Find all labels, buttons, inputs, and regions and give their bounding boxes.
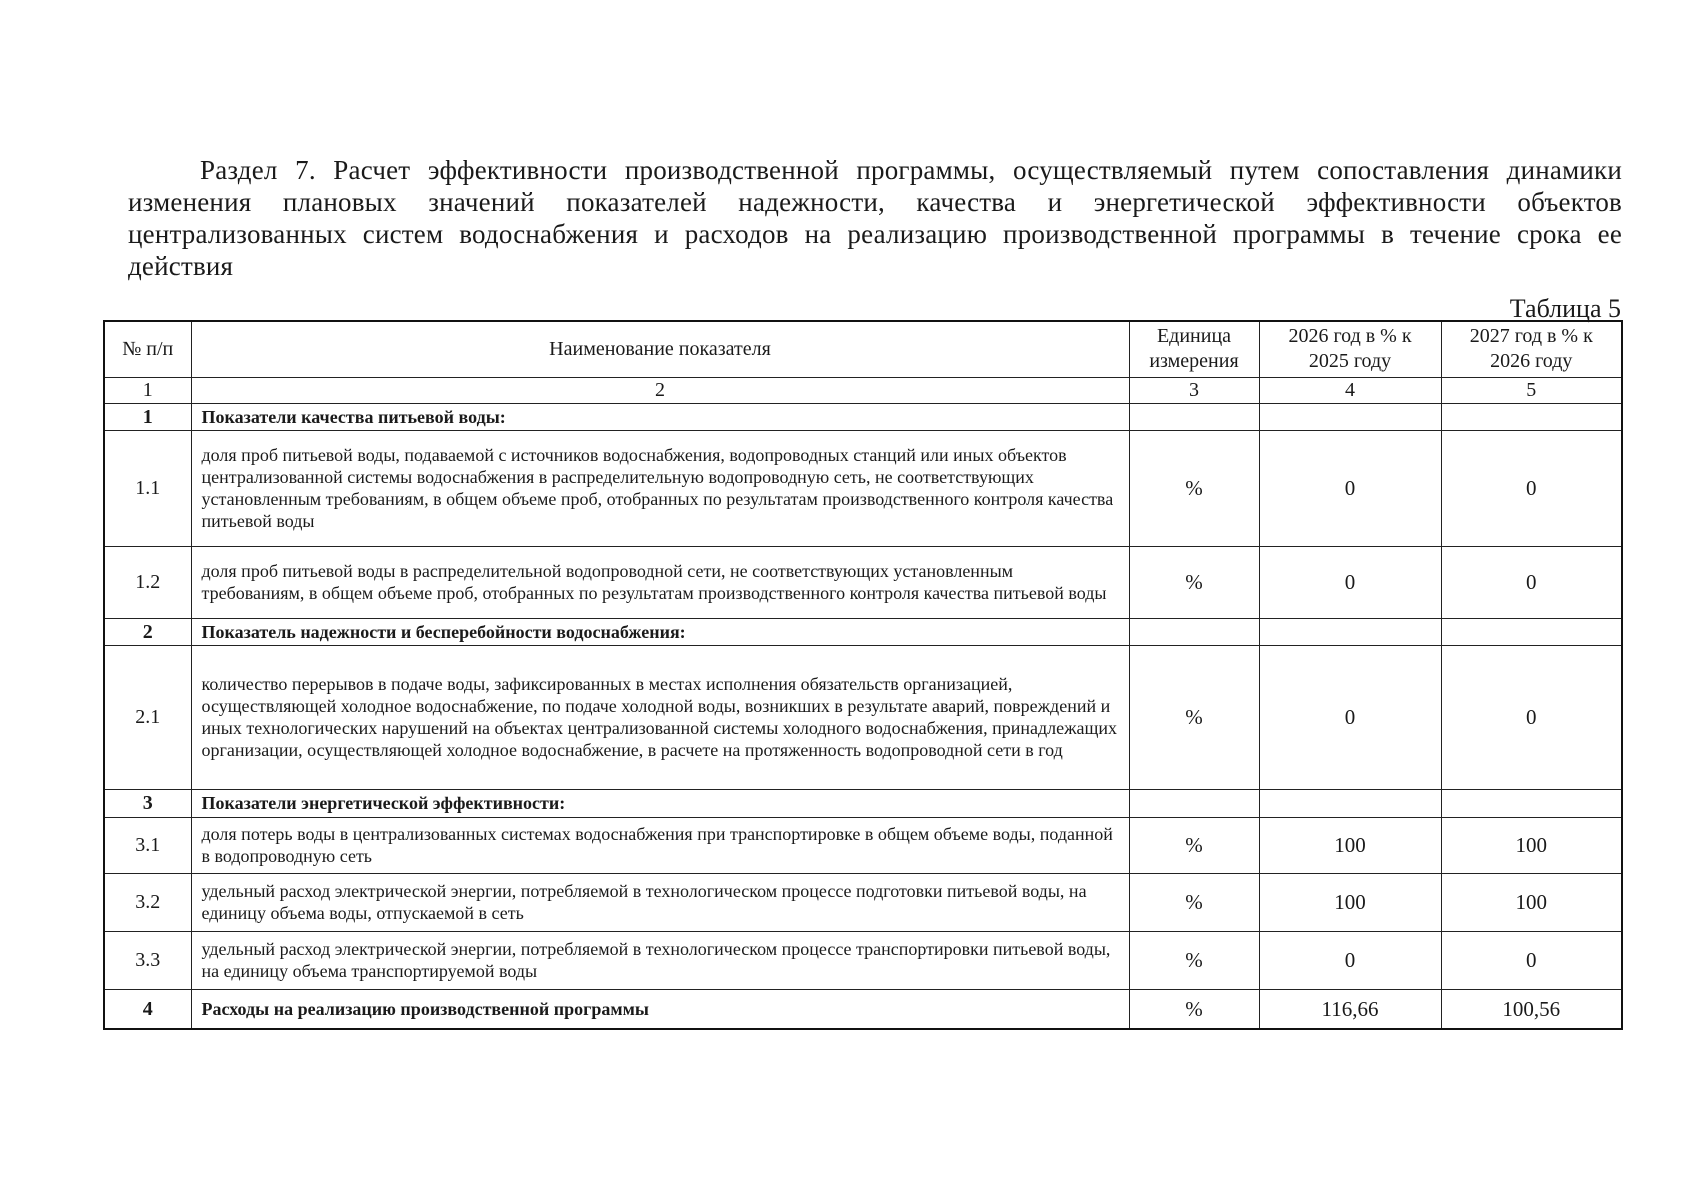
header-2027-line2: 2026 году [1490,350,1573,373]
row-value-2027: 0 [1441,645,1622,789]
row-num: 3.3 [104,931,191,989]
row-value-2027 [1441,618,1622,645]
header-unit-line2: измерения [1149,350,1239,373]
table-row [104,873,1622,931]
row-unit: % [1129,645,1259,789]
row-value-2027: 0 [1441,931,1622,989]
row-name: удельный расход электрической энергии, потребляемой в технологическом процессе транспортировки питьевой воды, на единицу объема транспортируемой воды [191,931,1129,989]
row-name: удельный расход электрической энергии, потребляемой в технологическом процессе подготовки питьевой воды, на единицу объема воды, отпускаемой в сеть [191,873,1129,931]
row-value-2027: 100,56 [1441,989,1622,1029]
table-row [104,817,1622,873]
header-unit [1129,321,1259,377]
row-name: доля потерь воды в централизованных системах водоснабжения при транспортировке в общем объеме воды, поданной в водопроводную сеть [191,817,1129,873]
table-caption: Таблица 5 [1509,294,1621,323]
header-unit-line1: Единица [1156,325,1232,348]
row-value-2027: 100 [1441,873,1622,931]
efficiency-table [103,320,1623,1030]
table-row [104,645,1622,789]
row-unit: % [1129,873,1259,931]
section-heading: Раздел 7. Расчет эффективности производственной программы, осуществляемый путем сопоставления динамики изменения плановых значений показателей надежности, качества и энергетической эффективности объектов централизованных систем водоснабжения и расходов на реализацию производственной программы в течение срока ее действия [128,155,1622,281]
row-value-2026: 116,66 [1259,989,1441,1029]
row-unit: % [1129,546,1259,618]
header-2026-line1: 2026 год в % к [1288,325,1412,348]
column-number: 5 [1441,377,1622,403]
row-unit: % [1129,430,1259,546]
row-unit: % [1129,817,1259,873]
row-unit [1129,789,1259,817]
row-num: 4 [104,989,191,1029]
row-num: 1.2 [104,546,191,618]
row-unit [1129,618,1259,645]
header-2026-line2: 2025 году [1308,350,1392,373]
row-unit: % [1129,989,1259,1029]
column-number: 2 [191,377,1129,403]
row-unit: % [1129,931,1259,989]
row-value-2026: 0 [1259,430,1441,546]
row-name: Показатели энергетической эффективности: [191,789,1129,817]
row-value-2027: 0 [1441,430,1622,546]
column-number: 4 [1259,377,1441,403]
row-num: 3.2 [104,873,191,931]
row-name: количество перерывов в подаче воды, зафиксированных в местах исполнения обязательств организацией, осуществляющей холодное водоснабжение, по подаче холодной воды, возникших в результате аварий, повреждений и иных технологических нарушений на объектах централизованной системы холодного водоснабжения, принадлежащих организации, осуществляющей холодное водоснабжение, в расчете на протяженность водопроводной сети в год [191,645,1129,789]
row-num: 3 [104,789,191,817]
row-num: 2 [104,618,191,645]
row-name: Расходы на реализацию производственной программы [191,989,1129,1029]
row-num: 1 [104,403,191,430]
table-header-row [104,321,1622,377]
row-unit [1129,403,1259,430]
column-number: 1 [104,377,191,403]
row-value-2026 [1259,618,1441,645]
table-row [104,931,1622,989]
column-number: 3 [1129,377,1259,403]
header-2027 [1441,321,1622,377]
row-value-2026: 100 [1259,873,1441,931]
header-name: Наименование показателя [191,321,1129,377]
row-value-2026 [1259,403,1441,430]
row-name: Показатели качества питьевой воды: [191,403,1129,430]
header-2026 [1259,321,1441,377]
row-name: доля проб питьевой воды, подаваемой с источников водоснабжения, водопроводных станций или иных объектов централизованной системы водоснабжения в распределительную водопроводную сеть, не соответствующих установленным требованиям, в общем объеме проб, отобранных по результатам производственного контроля качества питьевой воды [191,430,1129,546]
row-value-2027 [1441,789,1622,817]
row-value-2027: 100 [1441,817,1622,873]
row-value-2027 [1441,403,1622,430]
row-value-2027: 0 [1441,546,1622,618]
table-row [104,789,1622,817]
row-name: доля проб питьевой воды в распределительной водопроводной сети, не соответствующих установленным требованиям, в общем объеме проб, отобранных по результатам производственного контроля качества питьевой воды [191,546,1129,618]
table-row [104,403,1622,430]
row-name: Показатель надежности и бесперебойности водоснабжения: [191,618,1129,645]
row-value-2026: 0 [1259,645,1441,789]
header-num: № п/п [104,321,191,377]
column-number-row [104,377,1622,403]
row-value-2026: 0 [1259,546,1441,618]
table-row [104,430,1622,546]
row-value-2026: 0 [1259,931,1441,989]
table-row [104,618,1622,645]
row-value-2026: 100 [1259,817,1441,873]
row-num: 3.1 [104,817,191,873]
table-row [104,546,1622,618]
header-2027-line1: 2027 год в % к [1469,325,1593,348]
table-row [104,989,1622,1029]
row-num: 2.1 [104,645,191,789]
row-value-2026 [1259,789,1441,817]
row-num: 1.1 [104,430,191,546]
